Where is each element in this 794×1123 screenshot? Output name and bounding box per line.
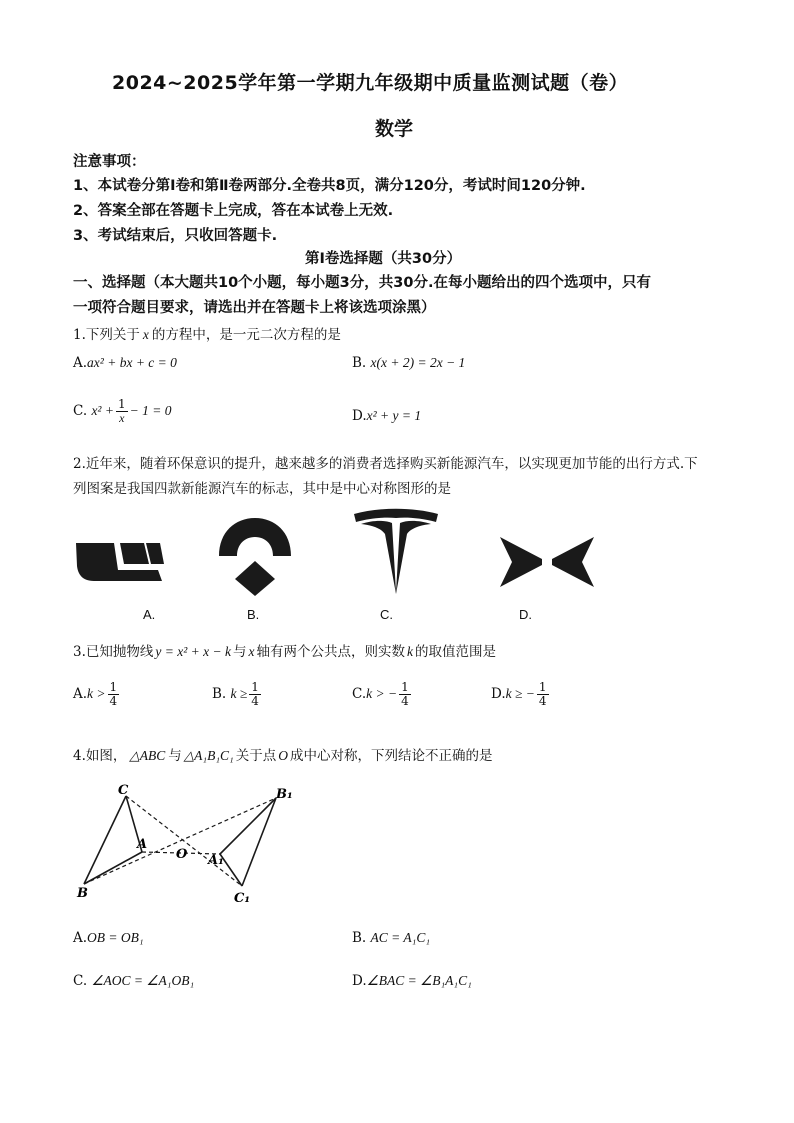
- q4-option-a-label: A.: [73, 930, 88, 946]
- q3-option-d-fraction: [537, 681, 549, 708]
- q3-option-b-den: 4: [251, 694, 259, 708]
- q4-stem: [73, 744, 493, 764]
- q3-option-d-pre: k ≥ −: [505, 686, 535, 701]
- q4-option-c-label: C.: [73, 973, 88, 989]
- q2-stem-line1: 2.近年来，随着环保意识的提升，越来越多的消费者选择购买新能源汽车，以实现更加节能的出行方式.下: [73, 456, 698, 472]
- section-title: 第Ⅰ卷选择题（共30分）: [305, 251, 462, 267]
- q3-stem-b: 与: [233, 644, 247, 660]
- q3-option-a-den: 4: [109, 694, 118, 708]
- q3-option-b[interactable]: [212, 681, 263, 708]
- q1-option-c-num: 1: [117, 397, 126, 411]
- figure-label-c: C: [118, 783, 129, 798]
- q4-geometry-figure: [74, 780, 298, 912]
- q4-stem-d: 成中心对称，下列结论不正确的是: [290, 748, 493, 764]
- section-instructions-line2: 一项符合题目要求，请选出并在答题卡上将该选项涂黑）: [73, 300, 436, 316]
- q1-stem-a: 1.下列关于: [73, 327, 140, 343]
- q1-option-b-label: B.: [352, 355, 367, 371]
- q3-stem-c: 轴有两个公共点，则实数: [256, 644, 405, 660]
- q1-option-a-expr: ax² + bx + c = 0: [87, 355, 177, 370]
- q4-option-d[interactable]: [352, 973, 472, 989]
- logo-label-b: B.: [247, 607, 260, 622]
- q3-option-d-num: 1: [538, 680, 547, 694]
- q3-option-c-label: C.: [352, 686, 367, 702]
- q1-stem-b: 的方程中，是一元二次方程的是: [151, 327, 341, 343]
- q1-option-c-den: x: [119, 411, 125, 425]
- q4-stem-triangle2: △A₁B₁C₁: [183, 748, 234, 763]
- figure-label-o: O: [176, 847, 188, 862]
- q1-option-c-post: − 1 = 0: [129, 403, 172, 418]
- q1-option-b[interactable]: [352, 355, 465, 371]
- q1-option-d[interactable]: [352, 408, 421, 424]
- q3-option-c-den: 4: [401, 694, 409, 708]
- q1-stem-var: x: [142, 327, 149, 342]
- q4-option-b-expr: AC = A₁C₁: [370, 930, 431, 945]
- logo-label-d: D.: [519, 607, 532, 622]
- q4-option-b[interactable]: [352, 930, 430, 946]
- q3-option-a-num: 1: [109, 680, 118, 694]
- q3-stem-a: 3.已知抛物线: [73, 644, 154, 660]
- logo-label-c: C.: [380, 607, 393, 622]
- q1-option-c-fraction: [116, 398, 128, 425]
- q4-option-a-expr: OB = OB₁: [87, 930, 144, 945]
- q4-option-d-label: D.: [352, 973, 367, 989]
- logo-d-image[interactable]: [496, 535, 598, 589]
- logo-a-image[interactable]: [74, 540, 166, 584]
- q4-option-d-expr: ∠BAC = ∠B₁A₁C₁: [366, 973, 472, 988]
- q4-stem-b: 与: [168, 748, 182, 764]
- q3-option-d-den: 4: [538, 694, 547, 708]
- figure-label-c1: C₁: [234, 891, 251, 906]
- q3-stem-expr: y = x² + x − k: [155, 644, 231, 659]
- q1-option-a[interactable]: [73, 355, 177, 371]
- q3-option-c-num: 1: [401, 680, 409, 694]
- q4-option-a[interactable]: [73, 930, 144, 946]
- q3-option-a-pre: k >: [87, 686, 106, 701]
- q4-option-c[interactable]: [73, 973, 194, 989]
- q1-option-c-label: C.: [73, 403, 88, 419]
- q3-stem-var: x: [248, 644, 255, 659]
- figure-label-b1: B₁: [276, 787, 293, 802]
- q4-stem-c: 关于点: [235, 748, 277, 764]
- q1-option-a-label: A.: [73, 355, 88, 371]
- q3-option-d-label: D.: [491, 686, 506, 702]
- q4-option-c-expr: ∠AOC = ∠A₁OB₁: [91, 973, 195, 988]
- q3-option-a-label: A.: [73, 686, 88, 702]
- q1-option-d-expr: x² + y = 1: [366, 408, 422, 423]
- section-instructions-line1: 一、选择题（本大题共10个小题，每小题3分，共30分.在每小题给出的四个选项中，只有: [73, 275, 651, 291]
- q1-option-c[interactable]: [73, 398, 171, 425]
- q4-stem-a: 4.如图，: [73, 748, 127, 764]
- q1-option-b-expr: x(x + 2) = 2x − 1: [370, 355, 466, 370]
- q3-option-a[interactable]: [73, 681, 121, 708]
- q3-option-b-num: 1: [251, 680, 259, 694]
- figure-label-a1: A₁: [208, 853, 224, 868]
- q1-option-c-pre: x² +: [91, 403, 114, 418]
- logo-label-a: A.: [143, 607, 156, 622]
- q3-option-c-fraction: [399, 681, 411, 708]
- subject-title: 数学: [375, 118, 414, 140]
- q3-option-c-pre: k > −: [366, 686, 398, 701]
- q3-option-b-pre: k ≥: [230, 686, 248, 701]
- q3-stem: [73, 640, 496, 660]
- note-item-2: 2、答案全部在答题卡上完成，答在本试卷上无效.: [73, 203, 394, 219]
- logo-c-image[interactable]: [351, 508, 441, 594]
- q3-option-d[interactable]: [491, 681, 551, 708]
- q4-option-b-label: B.: [352, 930, 367, 946]
- q3-option-a-fraction: [108, 681, 120, 708]
- notes-heading: 注意事项：: [73, 154, 146, 170]
- q1-option-d-label: D.: [352, 408, 367, 424]
- q4-stem-point-o: O: [278, 748, 288, 763]
- q3-option-b-label: B.: [212, 686, 227, 702]
- figure-label-b: B: [77, 886, 88, 901]
- q4-stem-triangle1: △ABC: [129, 748, 166, 763]
- q3-stem-var2: k: [407, 644, 413, 659]
- note-item-1: 1、本试卷分第Ⅰ卷和第Ⅱ卷两部分.全卷共8页，满分120分，考试时间120分钟.: [73, 178, 586, 194]
- figure-label-a: A: [137, 837, 148, 852]
- q2-stem-line2: 列图案是我国四款新能源汽车的标志，其中是中心对称图形的是: [73, 481, 451, 497]
- note-item-3: 3、考试结束后，只收回答题卡.: [73, 228, 278, 244]
- exam-title: 2024~2025学年第一学期九年级期中质量监测试题（卷）: [112, 72, 629, 94]
- q3-option-c[interactable]: [352, 681, 413, 708]
- q3-stem-d: 的取值范围是: [415, 644, 496, 660]
- q1-stem: [73, 323, 341, 343]
- q3-option-b-fraction: [249, 681, 261, 708]
- logo-b-image[interactable]: [213, 512, 297, 598]
